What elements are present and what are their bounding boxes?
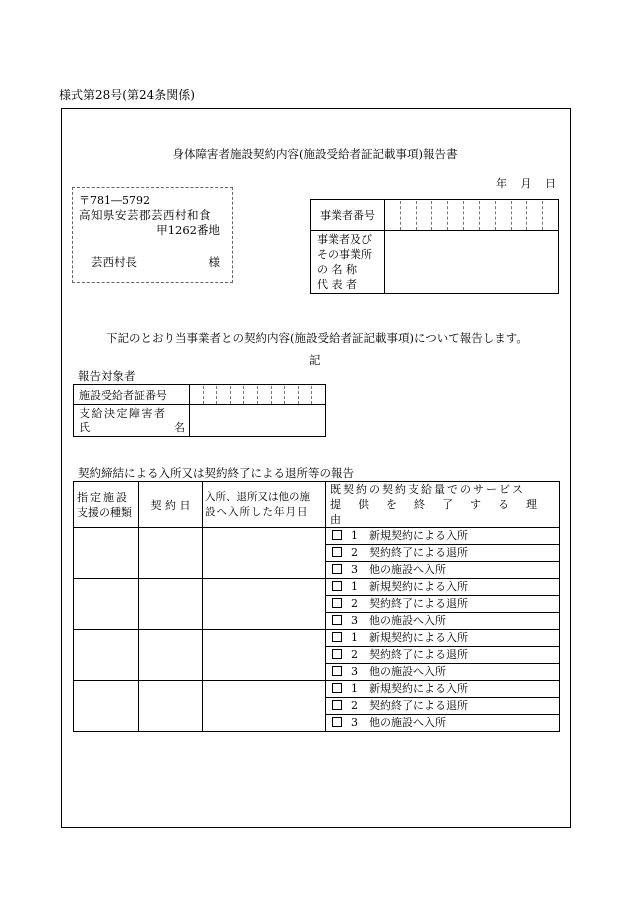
option-number: 3 [351,665,358,678]
operator-number-label: 事業者番号 [311,200,385,231]
option-number: 2 [351,546,358,559]
checkbox[interactable] [332,632,342,642]
postal-code: 〒781―5792 [79,194,150,207]
option-number: 3 [351,614,358,627]
reason-option[interactable] [326,647,559,664]
header-end-reason-line1: 既契約の契約支給量でのサービス [330,483,525,496]
reason-option[interactable] [326,545,559,562]
date-month-label: 月 [520,177,532,190]
operator-name-label-line: その事業所 [317,248,372,261]
header-move-date [203,482,326,528]
reason-option[interactable] [326,681,559,698]
reason-option[interactable] [326,715,559,731]
checkbox[interactable] [332,649,342,659]
checkbox[interactable] [332,547,342,557]
reason-option[interactable] [326,664,559,680]
service-type-cell[interactable] [74,681,139,732]
reason-cell [326,528,560,579]
recipient-name-label [74,405,190,437]
name-label-left: 氏 [79,420,90,434]
recipient-address-line1: 高知県安芸郡芸西村和食 [79,208,211,222]
reason-option[interactable] [326,562,559,578]
checkbox[interactable] [332,598,342,608]
subject-heading: 報告対象者 [78,369,136,383]
contract-date-cell[interactable] [139,528,203,579]
option-label: 契約終了による退所 [369,699,468,712]
checkbox[interactable] [332,615,342,625]
reason-option[interactable] [326,613,559,629]
recipient-honorific: 様 [208,255,220,269]
option-number: 1 [351,529,358,542]
option-number: 3 [351,563,358,576]
reason-cell [326,630,560,681]
table-row [74,630,560,681]
reason-cell [326,579,560,630]
checkbox[interactable] [332,530,342,540]
recipient-name-field[interactable] [190,405,326,437]
option-number: 2 [351,597,358,610]
option-label: 他の施設へ入所 [369,716,446,729]
form-number: 様式第28号(第24条関係) [59,88,195,102]
option-number: 1 [351,580,358,593]
option-label: 他の施設へ入所 [369,614,446,627]
contract-date-cell[interactable] [139,579,203,630]
move-date-cell[interactable] [203,630,326,681]
header-end-reason-line2: 提供を終了する理由 [330,498,554,526]
recipient-name-label-line2 [79,421,185,435]
option-label: 契約終了による退所 [369,648,468,661]
reason-option[interactable] [326,528,559,545]
header-contract-date: 契 約 日 [139,482,203,528]
operator-number-field[interactable] [385,200,559,231]
report-heading: 契約締結による入所又は契約終了による退所等の報告 [78,466,354,480]
recipient-box [72,187,233,283]
header-service-type-line2: 支援の種類 [77,505,132,519]
recipient-address-line2: 甲1262番地 [156,223,220,237]
option-label: 契約終了による退所 [369,546,468,559]
intro-text: 下記のとおり当事業者との契約内容(施設受給者証記載事項)について報告します。 [106,331,528,345]
checkbox[interactable] [332,717,342,727]
move-date-cell[interactable] [203,579,326,630]
reason-option[interactable] [326,596,559,613]
option-label: 新規契約による入所 [369,631,468,644]
reason-option[interactable] [326,579,559,596]
operator-name-field[interactable] [385,231,559,294]
cert-number-field[interactable] [190,385,326,405]
cert-number-label: 施設受給者証番号 [74,385,190,405]
document-title: 身体障害者施設契約内容(施設受給者証記載事項)報告書 [172,147,458,161]
checkbox[interactable] [332,564,342,574]
header-service-type [74,482,139,528]
operator-name-label-line: 代 表 者 [317,278,357,291]
option-label: 新規契約による入所 [369,682,468,695]
move-date-cell[interactable] [203,528,326,579]
option-label: 契約終了による退所 [369,597,468,610]
service-type-cell[interactable] [74,630,139,681]
option-label: 新規契約による入所 [369,580,468,593]
header-move-date-line2: 設へ入所した年月日 [205,505,309,518]
header-end-reason [326,482,560,528]
option-label: 他の施設へ入所 [369,563,446,576]
header-move-date-line1: 入所、退所又は他の施 [205,490,310,503]
checkbox[interactable] [332,581,342,591]
option-label: 他の施設へ入所 [369,665,446,678]
checkbox[interactable] [332,666,342,676]
date-year-label: 年 [496,177,507,190]
date-line [496,175,556,191]
contract-date-cell[interactable] [139,630,203,681]
contract-date-cell[interactable] [139,681,203,732]
checkbox[interactable] [332,700,342,710]
header-service-type-line1: 指定施設 [77,490,129,504]
table-row [74,579,560,630]
service-type-cell[interactable] [74,528,139,579]
operator-name-label [311,231,385,294]
reason-option[interactable] [326,630,559,647]
date-day-label: 日 [545,177,556,190]
service-type-cell[interactable] [74,579,139,630]
operator-name-label-line: 事業者及び [317,233,372,246]
operator-name-label-line: の 名 称 [317,263,357,276]
option-number: 1 [351,682,358,695]
recipient-name-label-line1: 支給決定障害者 [79,406,167,420]
table-row [74,681,560,732]
operator-table [310,199,559,294]
ki-label: 記 [309,353,321,367]
option-number: 2 [351,648,358,661]
option-label: 新規契約による入所 [369,529,468,542]
name-label-right: 名 [174,420,185,434]
option-number: 1 [351,631,358,644]
subject-table [73,384,326,437]
option-number: 2 [351,699,358,712]
reason-cell [326,681,560,732]
report-table [73,481,560,732]
checkbox[interactable] [332,683,342,693]
reason-option[interactable] [326,698,559,715]
move-date-cell[interactable] [203,681,326,732]
recipient-mayor: 芸西村長 [91,255,137,269]
option-number: 3 [351,716,358,729]
table-row [74,528,560,579]
